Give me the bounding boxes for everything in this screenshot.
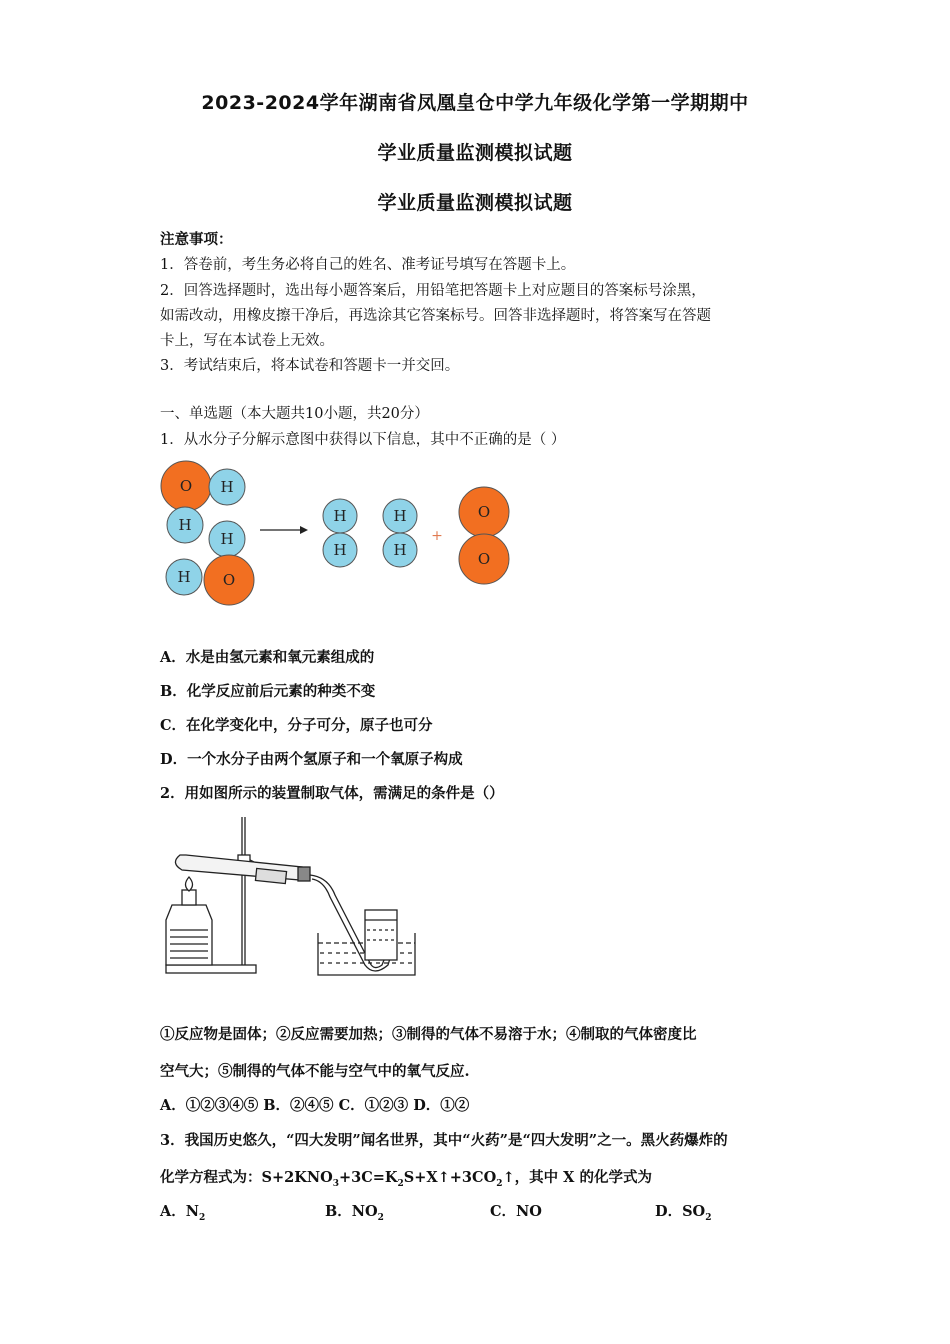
svg-text:H: H — [333, 541, 347, 559]
q3-equation-prefix: 化学方程式为： — [160, 1169, 262, 1186]
q1-stem: 1．从水分子分解示意图中获得以下信息，其中不正确的是（ ） — [160, 432, 566, 448]
svg-text:O: O — [222, 571, 236, 589]
notice-heading: 注意事项： — [160, 231, 233, 248]
q3-option-c: C．NO — [490, 1203, 542, 1220]
q1-option-c: C．在化学变化中，分子可分，原子也可分 — [160, 717, 433, 734]
water-decomposition-diagram — [150, 455, 530, 615]
q3-option-d: D．$SO_2$ — [655, 1203, 712, 1223]
title-line-3: 学业质量监测模拟试题 — [377, 192, 573, 214]
q2-options: A．①②③④⑤ B．②④⑤ C．①②③ D．①② — [160, 1097, 470, 1114]
q3-equation: $S+2KNO_3+3C=K_2S+X↑+3CO_2↑$ — [261, 1169, 515, 1189]
gas-collection-apparatus-diagram — [160, 815, 420, 980]
notice-item-3: 3．考试结束后，将本试卷和答题卡一并交回。 — [160, 358, 460, 374]
notice-item-2a: 2．回答选择题时，选出每小题答案后，用铅笔把答题卡上对应题目的答案标号涂黑， — [160, 283, 706, 299]
svg-text:O: O — [179, 477, 193, 495]
svg-text:H: H — [220, 530, 234, 548]
section-heading: 一、单选题（本大题共10小题，共20分） — [160, 406, 429, 422]
q1-option-a: A．水是由氢元素和氧元素组成的 — [160, 649, 375, 666]
svg-text:O: O — [477, 550, 491, 568]
notice-item-1: 1．答卷前，考生务必将自己的姓名、准考证号填写在答题卡上。 — [160, 257, 576, 273]
svg-text:O: O — [477, 503, 491, 521]
svg-text:H: H — [393, 541, 407, 559]
q1-option-d: D．一个水分子由两个氢原子和一个氧原子构成 — [160, 751, 463, 768]
q2-stem: 2．用如图所示的装置制取气体，需满足的条件是（） — [160, 785, 504, 802]
plus-sign: + — [431, 528, 443, 544]
svg-text:H: H — [178, 516, 192, 534]
notice-item-2b: 如需改动，用橡皮擦干净后，再选涂其它答案标号。回答非选择题时，将答案写在答题 — [160, 308, 711, 324]
title-line-2: 学业质量监测模拟试题 — [377, 142, 573, 164]
q1-option-b: B．化学反应前后元素的种类不变 — [160, 683, 376, 700]
reaction-arrow-icon — [260, 526, 308, 534]
q3-equation-line — [160, 1166, 652, 1189]
q3-equation-suffix: ，其中 X 的化学式为 — [514, 1169, 652, 1186]
title-line-1: 2023-2024学年湖南省凤凰皇仓中学九年级化学第一学期期中 — [201, 92, 749, 114]
notice-item-2c: 卡上，写在本试卷上无效。 — [160, 333, 334, 349]
svg-text:H: H — [177, 568, 191, 586]
q2-conditions-line-2: 空气大；⑤制得的气体不能与空气中的氧气反应. — [160, 1063, 470, 1080]
q2-conditions-line-1: ①反应物是固体；②反应需要加热；③制得的气体不易溶于水；④制取的气体密度比 — [160, 1026, 697, 1043]
svg-text:H: H — [220, 478, 234, 496]
q3-stem-line-1: 3．我国历史悠久，“四大发明”闻名世界，其中“火药”是“四大发明”之一。黑火药爆炸的 — [160, 1132, 728, 1149]
svg-text:H: H — [333, 507, 347, 525]
q3-option-b: B．$NO_2$ — [325, 1203, 384, 1223]
svg-text:H: H — [393, 507, 407, 525]
q3-option-a: A．$N_2$ — [160, 1203, 206, 1223]
